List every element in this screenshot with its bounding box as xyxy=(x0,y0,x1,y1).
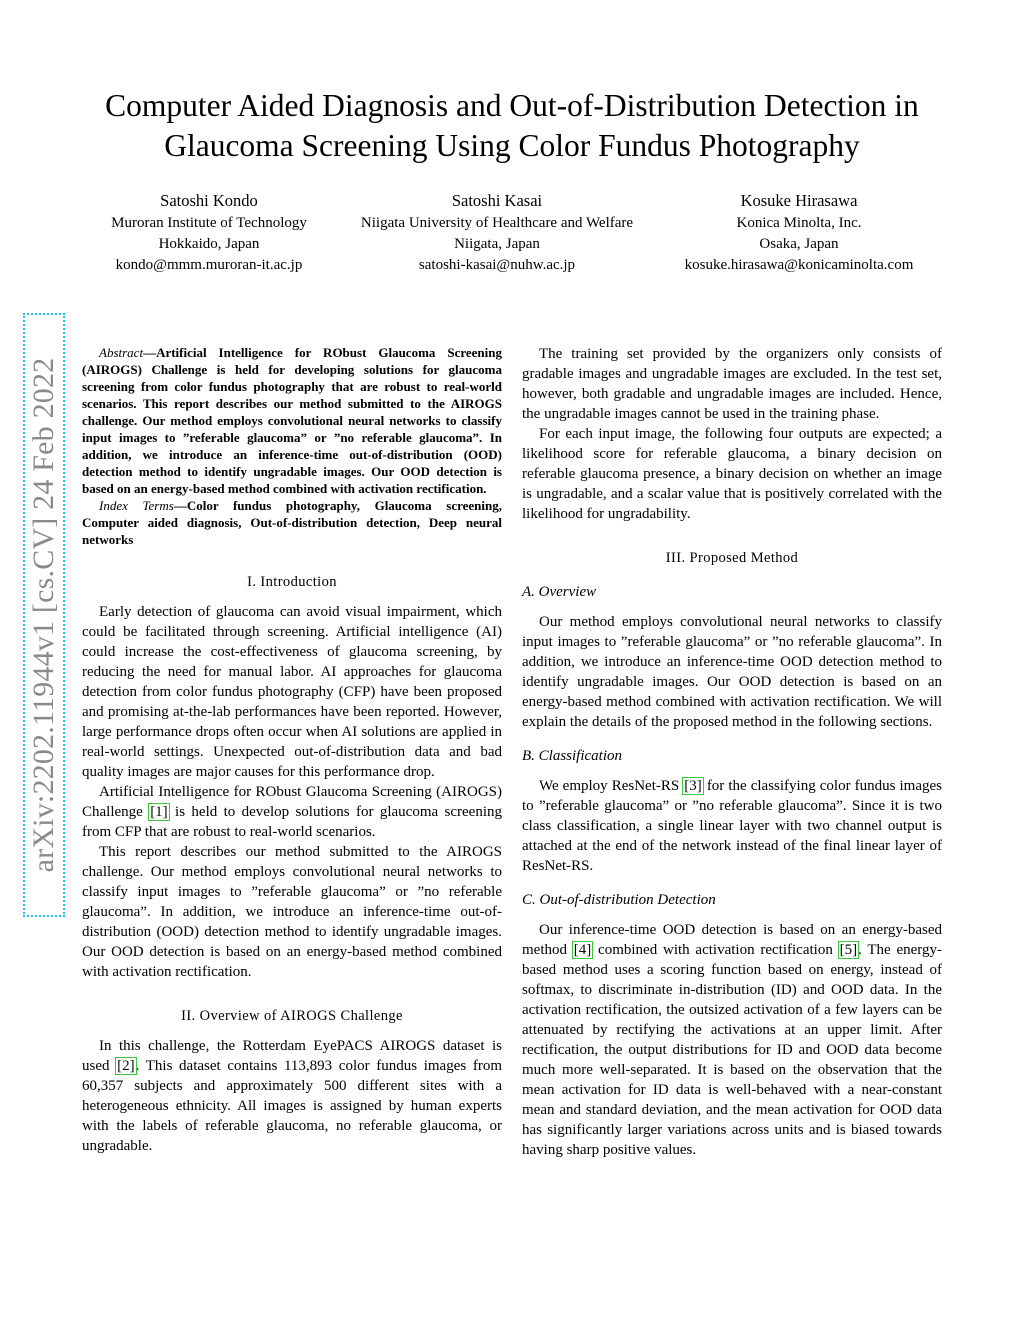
abstract-label: Abstract xyxy=(99,345,144,360)
author-location: Niigata, Japan xyxy=(454,236,540,252)
citation-link-5[interactable]: [5] xyxy=(839,942,858,958)
subsection-heading-classification: B. Classification xyxy=(522,748,623,764)
classification-paragraph: We employ ResNet-RS [3] for the classifying color fundus images to ”referable glaucoma” or ”no referable glaucoma”. Since it is two class classification, a single linear layer with two channel output is attached at the end of the network instead of the final linear layer of ResNet-RS. xyxy=(522,778,943,874)
author-location: Hokkaido, Japan xyxy=(158,236,260,252)
section-heading-overview: II. Overview of AIROGS Challenge xyxy=(181,1008,403,1024)
citation-link-2[interactable]: [2] xyxy=(117,1058,135,1074)
subsection-heading-ood-detection: C. Out-of-distribution Detection xyxy=(522,892,716,908)
author-affiliation: Konica Minolta, Inc. xyxy=(736,215,862,231)
index-terms-text: —Color fundus photography, Glaucoma screening, Computer aided diagnosis, Out-of-distribution detection, Deep neural networks xyxy=(82,498,502,547)
author-email: satoshi-kasai@nuhw.ac.jp xyxy=(418,257,576,273)
right-column xyxy=(522,344,942,1160)
section-heading-proposed-method: III. Proposed Method xyxy=(665,550,799,566)
author-block-3 xyxy=(668,190,930,276)
author-name: Kosuke Hirasawa xyxy=(740,191,858,210)
citation-link-3[interactable]: [3] xyxy=(684,778,702,794)
paper-title: Computer Aided Diagnosis and Out-of-Distribution Detection in Glaucoma Screening Using Color Fundus Photography xyxy=(105,88,919,163)
ood-detection-paragraph: Our inference-time OOD detection is based on an energy-based method [4] combined with activation rectification [5]. The energy-based method uses a scoring function based on energy, instead of softmax, to discriminate in-distribution (ID) and OOD data. In the activation rectification, the outsized activation of a few layers can be attenuated by rectifying the activations at an upper limit. After rectification, the output distributions for ID and OOD data become much more well-separated. It is based on the observation that the mean activation for ID data is well-behaved with a near-constant mean and standard deviation, and the mean activation for OOD data has significantly larger variations across units and is biased towards having sharp positive values. xyxy=(522,922,943,1158)
subsection-heading-overview: A. Overview xyxy=(522,584,597,600)
overview-paragraph-3: For each input image, the following four outputs are expected; a likelihood score for referable glaucoma, a binary decision on referable glaucoma presence, a binary decision on whether an image is ungradable, and a scalar value that is positively correlated with the likelihood for ungradability. xyxy=(522,426,942,522)
abstract xyxy=(82,344,502,548)
citation-link-4[interactable]: [4] xyxy=(573,942,592,958)
abstract-text: —Artificial Intelligence for RObust Glaucoma Screening (AIROGS) Challenge is held for developing solutions for glaucoma screening from color fundus photography that are robust to real-world scenarios. This report describes our method submitted to the AIROGS challenge. Our method employs convolutional neural networks to classify input images to ”referable glaucoma” or ”no referable glaucoma”. In addition, we introduce an inference-time out-of-distribution (OOD) detection method to identify ungradable images. Our OOD detection is based on an energy-based method combined with activation rectification. xyxy=(82,345,502,496)
arxiv-identifier: arXiv:2202.11944v1 [cs.CV] 24 Feb 2022 xyxy=(27,357,60,873)
left-column xyxy=(82,344,502,1156)
overview-paragraph-2: The training set provided by the organizers only consists of gradable images and ungradable images are excluded. In the test set, however, both gradable and ungradable images are included. Hence, the ungradable images cannot be used in the training phase. xyxy=(522,346,942,422)
author-email: kosuke.hirasawa@konicaminolta.com xyxy=(684,257,914,273)
intro-paragraph-1: Early detection of glaucoma can avoid visual impairment, which could be facilitated through screening. Artificial intelligence (AI) could increase the cost-effectiveness of glaucoma screening, by reducing the need for manual labor. AI approaches for glaucoma detection from color fundus photography (CFP) have been proposed and promising at-the-lab performances have been reported. However, large performance drops often occur when AI solutions are applied in real-world settings. Unexpected out-of-distribution data and bad quality images are major causes for this performance drop. xyxy=(82,604,502,780)
author-email: kondo@mmm.muroran-it.ac.jp xyxy=(115,257,303,273)
author-location: Osaka, Japan xyxy=(759,236,839,252)
intro-paragraph-2: Artificial Intelligence for RObust Glaucoma Screening (AIROGS) Challenge [1] is held to develop solutions for glaucoma screening from CFP that are robust to real-world scenarios. xyxy=(82,784,502,840)
overview-paragraph-1: In this challenge, the Rotterdam EyePACS AIROGS dataset is used [2]. This dataset contains 113,893 color fundus images from 60,357 subjects and approximately 500 different sites with a heterogeneous ethnicity. All images is assigned by human experts with the labels of referable glaucoma, no referable glaucoma, or ungradable. xyxy=(82,1038,502,1154)
author-block-1 xyxy=(93,190,325,276)
index-terms-label: Index Terms xyxy=(99,498,174,513)
section-heading-introduction: I. Introduction xyxy=(247,574,337,590)
citation-link-1[interactable]: [1] xyxy=(150,804,168,820)
author-name: Satoshi Kondo xyxy=(160,191,258,210)
author-affiliation: Muroran Institute of Technology xyxy=(111,215,307,231)
author-name: Satoshi Kasai xyxy=(451,191,543,210)
author-affiliation: Niigata University of Healthcare and Welfare xyxy=(360,215,634,231)
intro-paragraph-3: This report describes our method submitted to the AIROGS challenge. Our method employs convolutional neural networks to classify input images to ”referable glaucoma” or ”no referable glaucoma”. In addition, we introduce an inference-time out-of-distribution (OOD) detection method to identify ungradable images. Our OOD detection is based on an energy-based method combined with activation rectification. xyxy=(82,844,502,980)
author-block-2 xyxy=(338,190,656,276)
method-overview-paragraph: Our method employs convolutional neural networks to classify input images to ”referable glaucoma” or ”no referable glaucoma”. In addition, we introduce an inference-time OOD detection method to identify ungradable images. Our OOD detection is based on an energy-based method combined with activation rectification. We will explain the details of the proposed method in the following sections. xyxy=(522,614,942,730)
